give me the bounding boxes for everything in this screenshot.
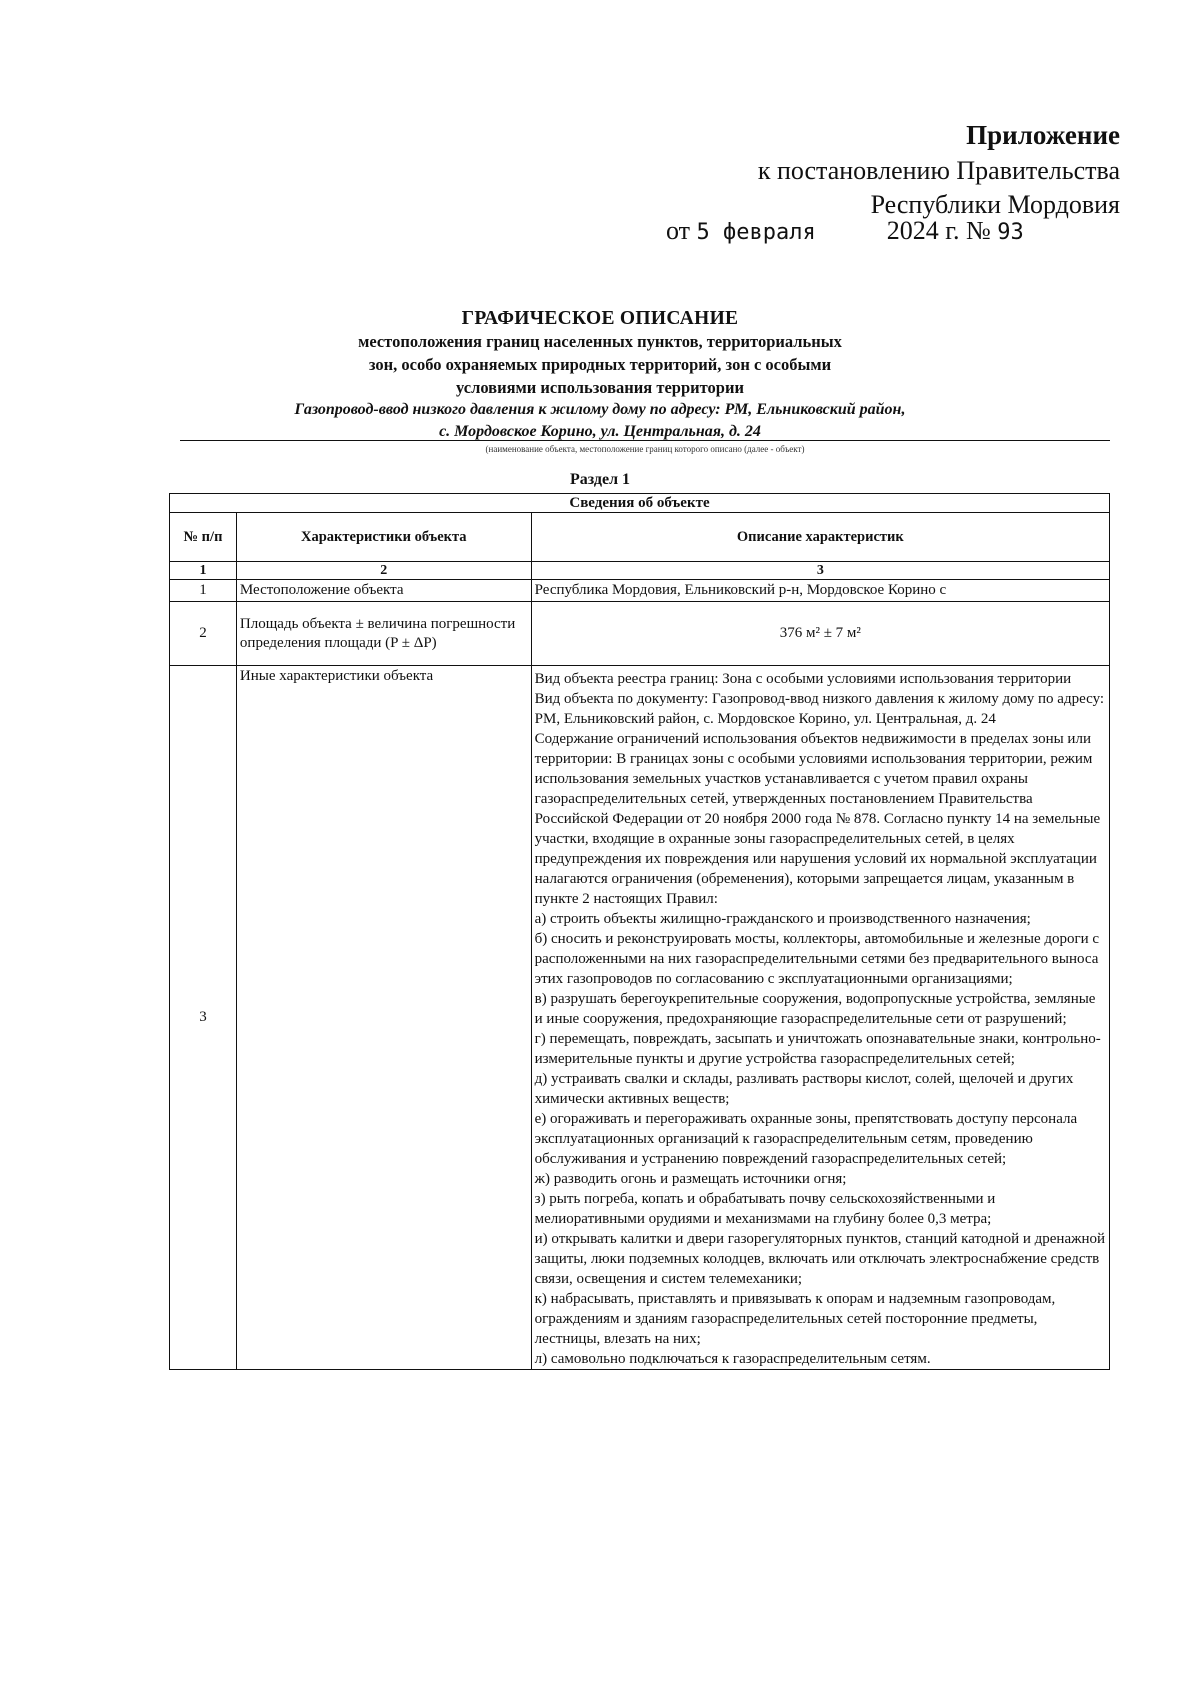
appendix-republic-line: Республики Мордовия [870,190,1120,219]
table-row [170,666,1110,1370]
row-number: 2 [170,602,237,666]
appendix-title: Приложение [966,120,1120,150]
subtitle-line: местоположения границ населенных пунктов, территориальных [358,332,842,351]
column-header-description: Описание характеристик [531,513,1109,562]
row-description: 376 м² ± 7 м² [531,602,1109,666]
section-title: Раздел 1 [569,471,631,488]
row-description: Республика Мордовия, Ельниковский р-н, Мордовское Корино с [531,580,1109,602]
row-number: 1 [170,580,237,602]
table-row [170,602,1110,666]
restriction-item: и) открывать калитки и двери газорегуляторных пунктов, станций катодной и дренажной защиты, люки подземных колодцев, включать или отключать электроснабжение средств связи, освещения и систем телемеханики; [534,1231,1106,1287]
document-title: ГРАФИЧЕСКОЕ ОПИСАНИЕ [461,308,739,329]
restriction-item: е) огораживать и перегораживать охранные зоны, препятствовать доступу персонала эксплуатационных организаций к газораспределительным сетям, проведению обслуживания и устранению повреждений газораспределительных сетей; [534,1111,1078,1167]
document-heading [150,308,1050,443]
restriction-item: д) устраивать свалки и склады, разливать растворы кислот, солей, щелочей и других химически активных веществ; [534,1071,1074,1107]
column-index: 1 [170,562,237,580]
appendix-date-line [666,216,1024,246]
restriction-item: з) рыть погреба, копать и обрабатывать почву сельскохозяйственными и мелиоративными орудиями и механизмами на глубину более 0,3 метра; [534,1191,996,1227]
subtitle-line: условиями использования территории [456,378,744,397]
column-index: 2 [236,562,531,580]
row-characteristic: Местоположение объекта [236,580,531,602]
restriction-item: л) самовольно подключаться к газораспределительным сетям. [534,1351,931,1367]
restriction-item: б) сносить и реконструировать мосты, коллекторы, автомобильные и железные дороги с расположенными на них газораспределительными сетями без предварительного выноса этих газопроводов по согласованию с эксплуатационными организациями; [534,931,1100,987]
row-characteristic: Площадь объекта ± величина погрешности определения площади (P ± ΔP) [236,602,531,666]
restriction-item: ж) разводить огонь и размещать источники огня; [534,1171,847,1187]
object-name-line: Газопровод-ввод низкого давления к жилому дому по адресу: РМ, Ельниковский район, [294,401,906,418]
object-caption: (наименование объекта, местоположение границ которого описано (далее - объект) [485,444,805,454]
description-paragraph: Вид объекта по документу: Газопровод-ввод низкого давления к жилому дому по адресу: РМ, Ельниковский район, с. Мордовское Корино, ул. Центральная, д. 24 [534,691,1105,727]
date-year: 2024 г. № [886,216,991,245]
column-header-number: № п/п [170,513,237,562]
description-paragraph: Вид объекта реестра границ: Зона с особыми условиями использования территории [534,671,1072,687]
object-underline [180,440,1110,441]
subtitle-line: зон, особо охраняемых природных территорий, зон с особыми [368,355,832,374]
column-index: 3 [531,562,1109,580]
object-name-line: с. Мордовское Корино, ул. Центральная, д. 24 [439,423,761,440]
row-number: 3 [170,666,237,1370]
column-header-characteristic: Характеристики объекта [236,513,531,562]
restriction-item: в) разрушать берегоукрепительные сооружения, водопропускные устройства, земляные и иные сооружения, предохраняющие газораспределительные сети от разрушений; [534,991,1096,1027]
row-characteristic: Иные характеристики объекта [236,666,531,1370]
table-row [170,580,1110,602]
date-prefix: от [666,216,691,245]
date-handwritten: 5 февраля [696,220,816,245]
description-paragraph: Содержание ограничений использования объектов недвижимости в пределах зоны или территории: В границах зоны с особыми условиями использования территории, режим использования земельных участков устанавливается с учетом правил охраны газораспределительных сетей, утвержденных постановлением Правительства Российской Федерации от 20 ноября 2000 года № 878. Согласно пункту 14 на земельные участки, входящие в охранные зоны газораспределительных сетей, в целях предупреждения их повреждения или нарушения условий их нормальной эксплуатации налагаются ограничения (обременения), которыми запрещается лицам, указанным в пункте 2 настоящих Правил: [534,731,1101,907]
restriction-item: к) набрасывать, приставлять и привязывать к опорам и надземным газопроводам, ограждениям и зданиям газораспределительных сетей посторонние предметы, лестницы, влезать на них; [534,1291,1056,1347]
object-info-table [169,493,1110,1370]
table-title: Сведения об объекте [170,494,1110,513]
appendix-decree-line: к постановлению Правительства [757,156,1120,185]
restriction-item: а) строить объекты жилищно-гражданского и производственного назначения; [534,911,1031,927]
restriction-item: г) перемещать, повреждать, засыпать и уничтожать опознавательные знаки, контрольно-измерительные пункты и другие устройства газораспределительных сетей; [534,1031,1101,1067]
row-description [531,666,1109,1370]
decree-number: 93 [997,220,1024,245]
